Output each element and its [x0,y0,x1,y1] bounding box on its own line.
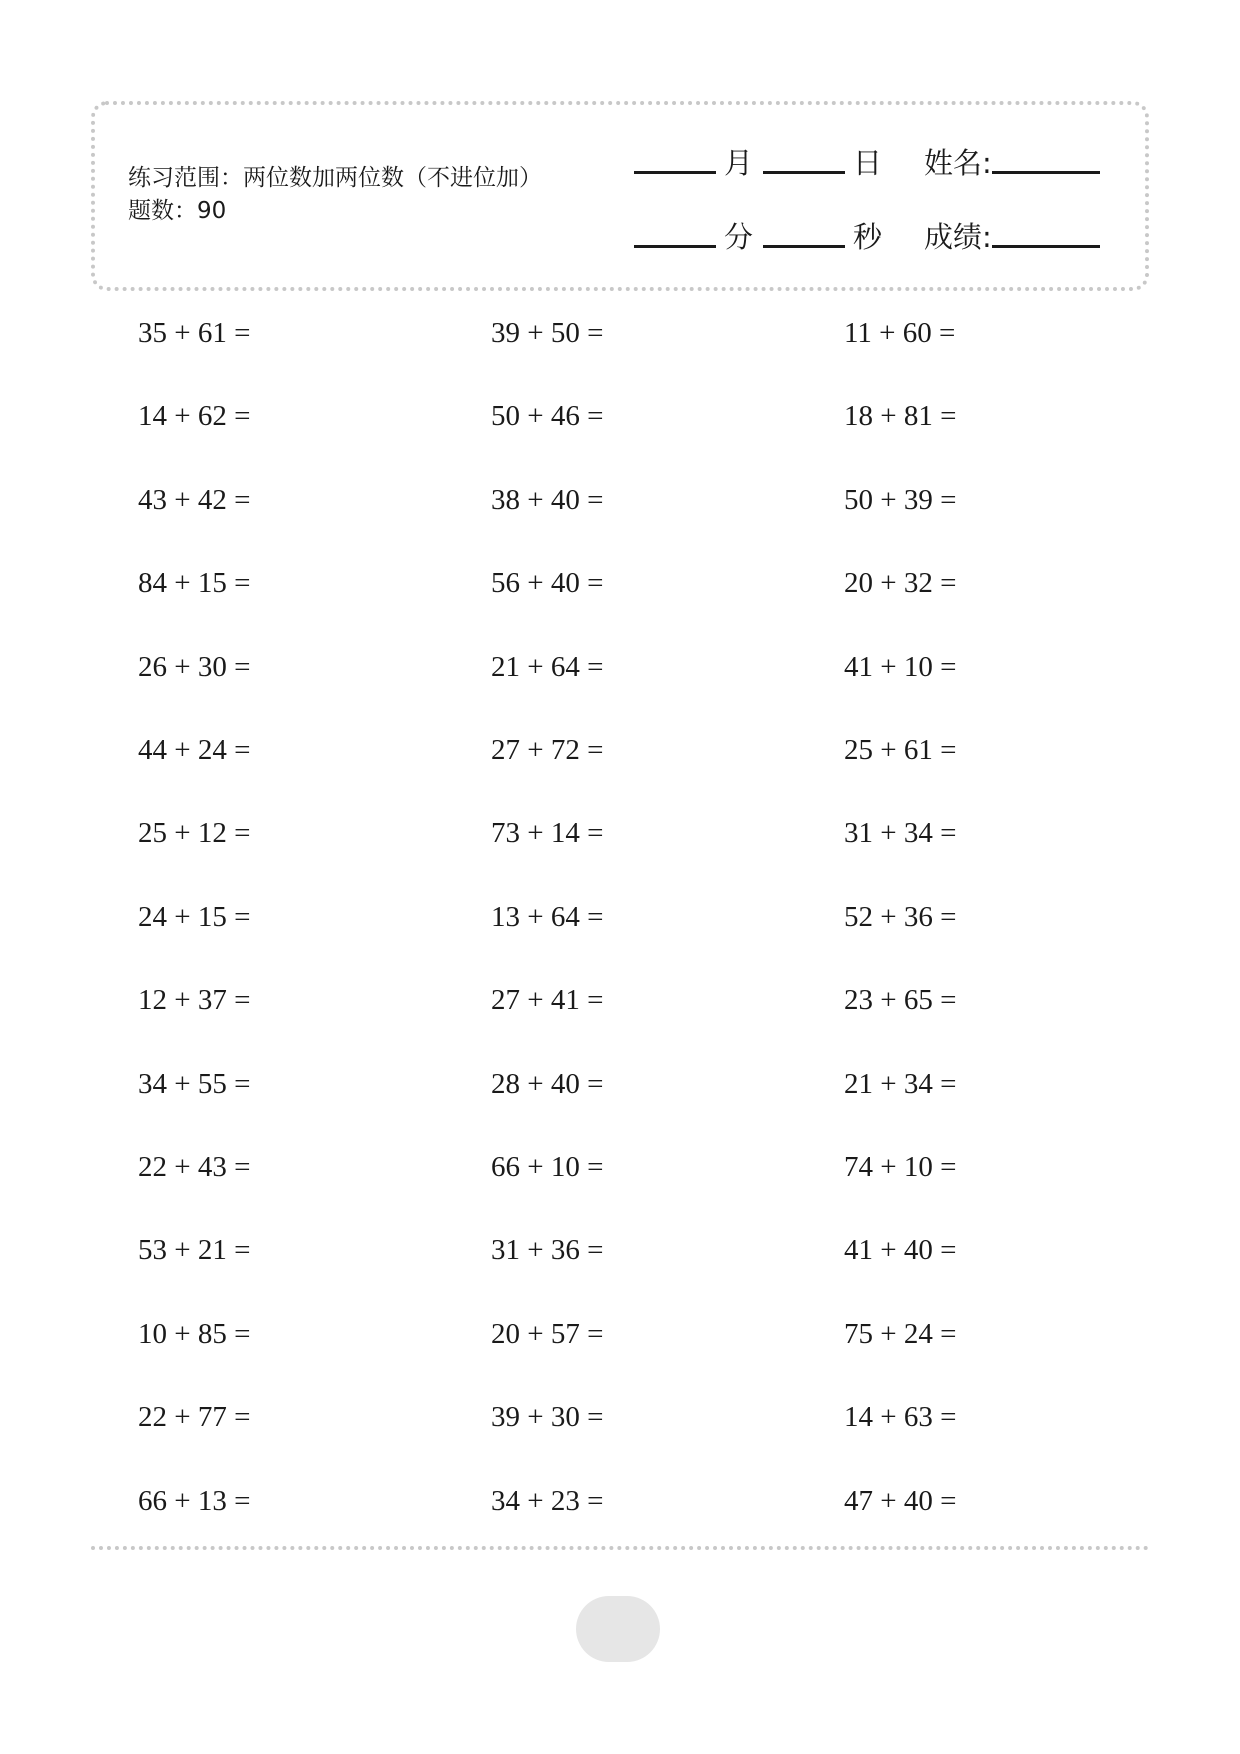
day-label: 日 [853,146,883,180]
problem-r9-c3: 23 + 65 = [844,984,957,1016]
problem-r5-c3: 41 + 10 = [844,651,957,683]
problem-r3-c1: 43 + 42 = [138,484,251,516]
worksheet-header-box [91,101,1149,291]
second-blank[interactable] [763,244,845,248]
problem-r12-c3: 41 + 40 = [844,1234,957,1266]
problem-r14-c3: 14 + 63 = [844,1401,957,1433]
problem-r15-c2: 34 + 23 = [491,1485,604,1517]
problem-r2-c2: 50 + 46 = [491,400,604,432]
problem-r10-c2: 28 + 40 = [491,1068,604,1100]
problem-r5-c2: 21 + 64 = [491,651,604,683]
day-blank[interactable] [763,170,845,174]
problem-r11-c3: 74 + 10 = [844,1151,957,1183]
problem-r4-c3: 20 + 32 = [844,567,957,599]
problem-r9-c2: 27 + 41 = [491,984,604,1016]
score-label: 成绩: [924,220,992,254]
problem-r6-c1: 44 + 24 = [138,734,251,766]
problem-r13-c3: 75 + 24 = [844,1318,957,1350]
bottom-divider [91,1546,1149,1550]
problem-r3-c2: 38 + 40 = [491,484,604,516]
score-blank[interactable] [992,244,1100,248]
problem-r1-c3: 11 + 60 = [844,317,956,349]
problem-r14-c1: 22 + 77 = [138,1401,251,1433]
problem-r7-c1: 25 + 12 = [138,817,251,849]
minute-blank[interactable] [634,244,716,248]
minute-label: 分 [724,220,754,254]
problem-r12-c1: 53 + 21 = [138,1234,251,1266]
problem-r8-c2: 13 + 64 = [491,901,604,933]
problem-r12-c2: 31 + 36 = [491,1234,604,1266]
problem-r10-c3: 21 + 34 = [844,1068,957,1100]
problem-r13-c1: 10 + 85 = [138,1318,251,1350]
date-name-row [634,140,1100,180]
problem-r15-c1: 66 + 13 = [138,1485,251,1517]
problem-r2-c1: 14 + 62 = [138,400,251,432]
problem-r1-c1: 35 + 61 = [138,317,251,349]
problem-r7-c2: 73 + 14 = [491,817,604,849]
problem-r6-c3: 25 + 61 = [844,734,957,766]
month-blank[interactable] [634,170,716,174]
problem-r13-c2: 20 + 57 = [491,1318,604,1350]
practice-range-text: 练习范围：两位数加两位数（不进位加） [128,165,542,191]
problem-r8-c1: 24 + 15 = [138,901,251,933]
problem-r11-c1: 22 + 43 = [138,1151,251,1183]
second-label: 秒 [853,220,883,254]
time-score-row [634,214,1100,254]
problem-r3-c3: 50 + 39 = [844,484,957,516]
problem-r4-c1: 84 + 15 = [138,567,251,599]
problem-r9-c1: 12 + 37 = [138,984,251,1016]
page-number-pill [576,1596,660,1662]
problem-r10-c1: 34 + 55 = [138,1068,251,1100]
problem-r4-c2: 56 + 40 = [491,567,604,599]
problem-r1-c2: 39 + 50 = [491,317,604,349]
question-count-text: 题数：90 [128,198,227,224]
problem-r14-c2: 39 + 30 = [491,1401,604,1433]
name-blank[interactable] [992,170,1100,174]
problem-r2-c3: 18 + 81 = [844,400,957,432]
problem-r6-c2: 27 + 72 = [491,734,604,766]
problem-r11-c2: 66 + 10 = [491,1151,604,1183]
problem-r15-c3: 47 + 40 = [844,1485,957,1517]
problem-r7-c3: 31 + 34 = [844,817,957,849]
problem-r8-c3: 52 + 36 = [844,901,957,933]
problem-r5-c1: 26 + 30 = [138,651,251,683]
month-label: 月 [724,146,754,180]
name-label: 姓名: [924,146,992,180]
